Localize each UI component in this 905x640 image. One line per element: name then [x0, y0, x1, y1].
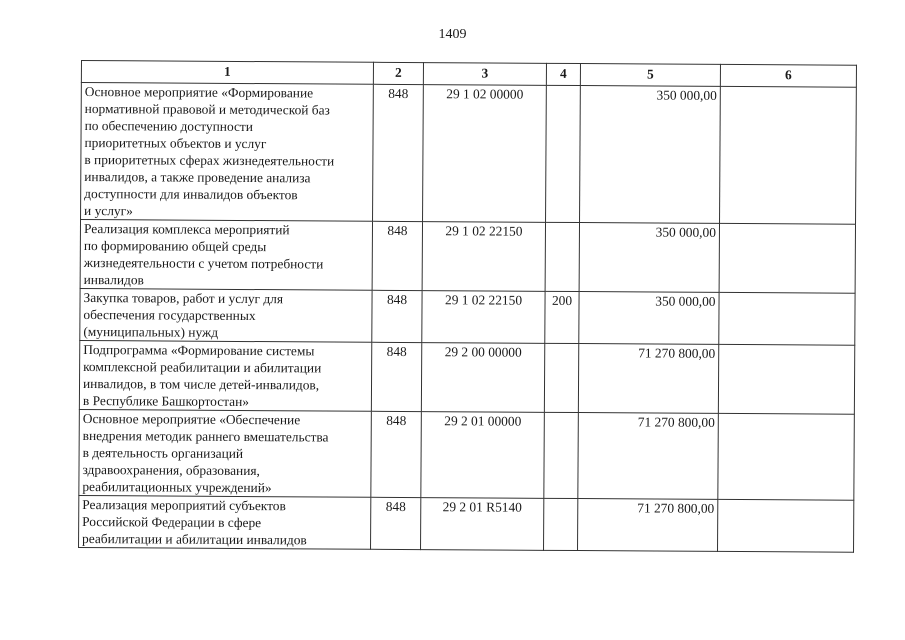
- row-name-line: доступности для инвалидов объектов: [84, 186, 298, 203]
- row-amount: 71 270 800,00: [578, 344, 718, 414]
- row-ved: 848: [372, 221, 422, 290]
- row-amount: 71 270 800,00: [578, 499, 718, 552]
- row-vr: [545, 222, 579, 291]
- row-name: [80, 220, 372, 291]
- row-csr: 29 1 02 00000: [423, 85, 547, 223]
- row-col6: [720, 86, 857, 224]
- row-name-line: реабилитационных учреждений»: [82, 479, 272, 496]
- row-csr: 29 2 01 R5140: [421, 498, 544, 551]
- row-col6: [718, 344, 854, 414]
- row-name: [81, 83, 374, 222]
- row-name-line: инвалидов, а также проведение анализа: [84, 169, 311, 186]
- row-csr: 29 1 02 22150: [422, 222, 545, 292]
- table-row: [81, 83, 857, 225]
- row-name: [79, 340, 371, 411]
- row-name: [79, 495, 371, 549]
- row-col6: [718, 413, 855, 500]
- row-name-line: инвалидов: [83, 272, 144, 288]
- row-name-line: (муниципальных) нужд: [83, 324, 219, 340]
- row-name-line: внедрения методик раннего вмешательства: [82, 428, 329, 445]
- row-name-line: реабилитации и абилитации инвалидов: [82, 531, 307, 548]
- row-amount: 350 000,00: [579, 223, 719, 293]
- row-name-line: Основное мероприятие «Формирование: [84, 84, 314, 101]
- row-name-line: Подпрограмма «Формирование системы: [83, 342, 315, 359]
- row-vr: [544, 412, 579, 498]
- row-name-line: здравоохранения, образования,: [82, 462, 260, 479]
- row-name-line: и услуг»: [84, 203, 133, 219]
- row-name-line: в приоритетных сферах жизнедеятельности: [84, 152, 335, 169]
- row-ved: 848: [371, 411, 422, 497]
- row-name-line: обеспечения государственных: [83, 307, 256, 324]
- row-name: [79, 409, 372, 497]
- table-body: [79, 83, 857, 553]
- page-number: 1409: [438, 27, 467, 42]
- row-name-line: Реализация комплекса мероприятий: [83, 221, 290, 238]
- row-csr: 29 2 01 00000: [421, 412, 545, 499]
- row-name-line: нормативной правовой и методической баз: [84, 101, 330, 118]
- row-vr: 200: [545, 291, 579, 343]
- row-name-line: комплексной реабилитации и абилитации: [83, 359, 322, 376]
- row-col6: [719, 223, 855, 293]
- row-ved: 848: [371, 342, 421, 411]
- header-col-3: 3: [423, 63, 546, 86]
- row-name-line: по обеспечению доступности: [84, 118, 254, 135]
- row-amount: 350 000,00: [579, 292, 719, 345]
- row-name-line: в Республике Башкортостан»: [82, 393, 250, 410]
- row-amount: 71 270 800,00: [578, 413, 719, 500]
- row-amount: 350 000,00: [580, 86, 721, 224]
- table-row: [79, 340, 854, 414]
- header-col-5: 5: [580, 64, 720, 87]
- row-name-line: инвалидов, в том числе детей-инвалидов,: [82, 376, 320, 393]
- table-row: [80, 288, 855, 345]
- header-col-2: 2: [373, 62, 423, 84]
- row-name-line: жизнедеятельности с учетом потребности: [83, 255, 324, 272]
- table-row: [79, 409, 855, 500]
- row-csr: 29 2 00 00000: [421, 343, 544, 413]
- row-name-line: по формированию общей среды: [83, 238, 267, 255]
- row-csr: 29 1 02 22150: [422, 291, 545, 344]
- row-vr: [544, 498, 578, 550]
- row-vr: [546, 85, 581, 222]
- row-ved: 848: [371, 497, 421, 549]
- row-name-line: Реализация мероприятий субъектов: [82, 497, 286, 514]
- row-name-line: Российской Федерации в сфере: [82, 514, 262, 531]
- row-name-line: в деятельность организаций: [82, 445, 244, 461]
- row-name-line: Закупка товаров, работ и услуг для: [83, 290, 284, 307]
- header-col-4: 4: [546, 63, 580, 85]
- row-vr: [544, 343, 578, 412]
- row-name: [80, 288, 372, 342]
- row-name-line: приоритетных объектов и услуг: [84, 135, 267, 152]
- row-ved: 848: [372, 290, 422, 342]
- budget-table: [78, 60, 857, 553]
- header-col-1: 1: [81, 61, 373, 85]
- table-row: [80, 220, 855, 294]
- row-name-line: Основное мероприятие «Обеспечение: [82, 411, 301, 428]
- row-col6: [718, 499, 854, 552]
- header-col-6: 6: [720, 64, 856, 87]
- row-ved: 848: [373, 84, 424, 221]
- table-row: [79, 495, 854, 552]
- row-col6: [719, 292, 855, 345]
